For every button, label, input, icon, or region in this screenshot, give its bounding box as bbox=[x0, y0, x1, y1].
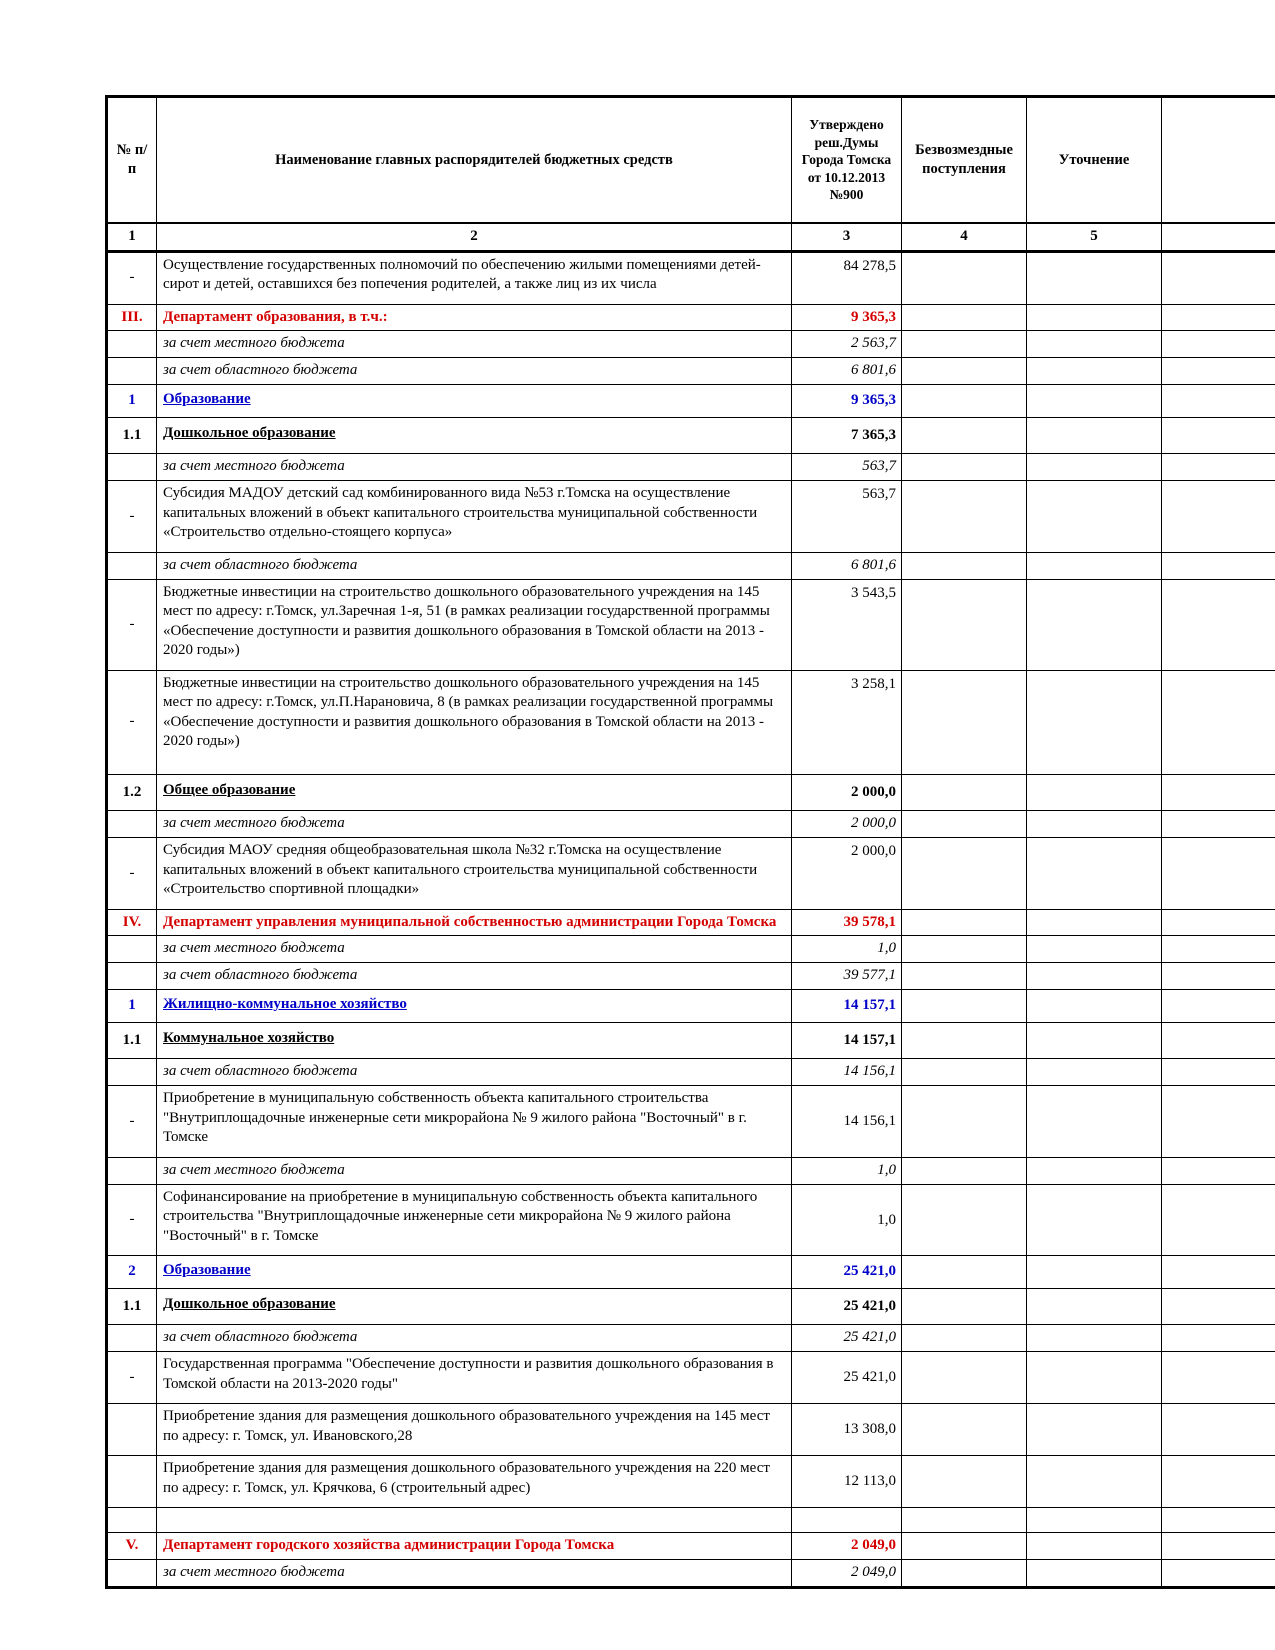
row-extra-cell bbox=[1162, 1508, 1275, 1533]
table-row bbox=[107, 331, 1275, 358]
col-header-number: № п/п bbox=[107, 97, 157, 224]
col-index-5: 5 bbox=[1027, 223, 1162, 251]
table-row bbox=[107, 1059, 1275, 1086]
row-number-cell bbox=[107, 936, 157, 963]
row-approved-cell: 1,0 bbox=[792, 1157, 902, 1184]
row-gratuitous-cell bbox=[902, 1022, 1027, 1059]
row-name-cell: Департамент образования, в т.ч.: bbox=[157, 304, 792, 331]
row-extra-cell bbox=[1162, 838, 1275, 910]
row-gratuitous-cell bbox=[902, 481, 1027, 553]
row-name-cell: Департамент городского хозяйства администрации Города Томска bbox=[157, 1533, 792, 1560]
col-index-2: 2 bbox=[157, 223, 792, 251]
row-approved-cell: 2 563,7 bbox=[792, 331, 902, 358]
row-extra-cell bbox=[1162, 1559, 1275, 1587]
row-number-cell bbox=[107, 1404, 157, 1456]
row-number-cell: 1.1 bbox=[107, 1022, 157, 1059]
row-name-cell: за счет местного бюджета bbox=[157, 454, 792, 481]
row-clarification-cell bbox=[1027, 936, 1162, 963]
row-gratuitous-cell bbox=[902, 1533, 1027, 1560]
row-approved-cell: 563,7 bbox=[792, 454, 902, 481]
row-number-cell bbox=[107, 1456, 157, 1508]
row-name-cell: за счет местного бюджета bbox=[157, 1157, 792, 1184]
row-approved-cell: 9 365,3 bbox=[792, 304, 902, 331]
row-extra-cell bbox=[1162, 1456, 1275, 1508]
row-clarification-cell bbox=[1027, 1157, 1162, 1184]
col-index-3: 3 bbox=[792, 223, 902, 251]
col-index-1: 1 bbox=[107, 223, 157, 251]
header-row bbox=[107, 97, 1275, 224]
table-row bbox=[107, 1256, 1275, 1289]
row-number-cell: 1.1 bbox=[107, 1288, 157, 1325]
row-gratuitous-cell bbox=[902, 385, 1027, 418]
row-number-cell bbox=[107, 552, 157, 579]
row-clarification-cell bbox=[1027, 1533, 1162, 1560]
row-approved-cell: 7 365,3 bbox=[792, 417, 902, 454]
row-name-cell: за счет местного бюджета bbox=[157, 1559, 792, 1587]
row-gratuitous-cell bbox=[902, 1352, 1027, 1404]
table-row bbox=[107, 1022, 1275, 1059]
row-approved-cell: 6 801,6 bbox=[792, 358, 902, 385]
row-extra-cell bbox=[1162, 936, 1275, 963]
table-row bbox=[107, 670, 1275, 774]
row-clarification-cell bbox=[1027, 838, 1162, 910]
row-extra-cell bbox=[1162, 454, 1275, 481]
row-extra-cell bbox=[1162, 331, 1275, 358]
table-row bbox=[107, 1404, 1275, 1456]
row-name-cell: Субсидия МАДОУ детский сад комбинированного вида №53 г.Томска на осуществление капитальных вложений в объект капитального строительства муниципальной собственности «Строительство отдельно-стоящего корпуса» bbox=[157, 481, 792, 553]
table-row bbox=[107, 358, 1275, 385]
row-approved-cell: 2 049,0 bbox=[792, 1559, 902, 1587]
row-number-cell: 1.2 bbox=[107, 774, 157, 811]
table-row bbox=[107, 385, 1275, 418]
row-number-cell bbox=[107, 1559, 157, 1587]
table-row bbox=[107, 1184, 1275, 1256]
row-clarification-cell bbox=[1027, 1508, 1162, 1533]
row-name-cell: Софинансирование на приобретение в муниципальную собственность объекта капитального строительства "Внутриплощадочные инженерные сети микрорайона № 9 жилого района "Восточный" в г. Томске bbox=[157, 1184, 792, 1256]
row-clarification-cell bbox=[1027, 1352, 1162, 1404]
row-gratuitous-cell bbox=[902, 1325, 1027, 1352]
row-number-cell: - bbox=[107, 670, 157, 774]
row-extra-cell bbox=[1162, 1325, 1275, 1352]
row-extra-cell bbox=[1162, 1288, 1275, 1325]
row-gratuitous-cell bbox=[902, 454, 1027, 481]
row-approved-cell: 2 000,0 bbox=[792, 838, 902, 910]
row-clarification-cell bbox=[1027, 1256, 1162, 1289]
col-header-extra bbox=[1162, 97, 1275, 224]
row-clarification-cell bbox=[1027, 909, 1162, 936]
row-extra-cell bbox=[1162, 1086, 1275, 1158]
row-number-cell bbox=[107, 331, 157, 358]
row-name-cell: за счет местного бюджета bbox=[157, 936, 792, 963]
row-extra-cell bbox=[1162, 251, 1275, 304]
table-row bbox=[107, 990, 1275, 1023]
table-row bbox=[107, 454, 1275, 481]
row-name-cell: Жилищно-коммунальное хозяйство bbox=[157, 990, 792, 1023]
row-gratuitous-cell bbox=[902, 774, 1027, 811]
table-row bbox=[107, 838, 1275, 910]
row-name-cell: Бюджетные инвестиции на строительство дошкольного образовательного учреждения на 145 мест по адресу: г.Томск, ул.П.Нарановича, 8 (в рамках реализации государственной программы «Обеспечение доступности и развития дошкольного образования в Томской области на 2013 - 2020 годы») bbox=[157, 670, 792, 774]
row-approved-cell: 2 000,0 bbox=[792, 811, 902, 838]
row-number-cell: - bbox=[107, 1352, 157, 1404]
row-approved-cell: 1,0 bbox=[792, 936, 902, 963]
table-row bbox=[107, 552, 1275, 579]
row-number-cell bbox=[107, 454, 157, 481]
row-approved-cell: 39 577,1 bbox=[792, 963, 902, 990]
row-clarification-cell bbox=[1027, 331, 1162, 358]
table-row bbox=[107, 909, 1275, 936]
row-number-cell: III. bbox=[107, 304, 157, 331]
row-name-cell: Образование bbox=[157, 385, 792, 418]
table-row bbox=[107, 1508, 1275, 1533]
row-approved-cell: 2 000,0 bbox=[792, 774, 902, 811]
row-name-cell: за счет областного бюджета bbox=[157, 358, 792, 385]
row-extra-cell bbox=[1162, 1352, 1275, 1404]
row-number-cell: 1 bbox=[107, 990, 157, 1023]
row-number-cell bbox=[107, 811, 157, 838]
row-name-cell: Осуществление государственных полномочий по обеспечению жилыми помещениями детей-сирот и детей, оставшихся без попечения родителей, а также лиц из их числа bbox=[157, 251, 792, 304]
row-gratuitous-cell bbox=[902, 552, 1027, 579]
budget-table bbox=[105, 95, 1275, 1589]
row-number-cell bbox=[107, 1325, 157, 1352]
row-gratuitous-cell bbox=[902, 251, 1027, 304]
row-approved-cell: 563,7 bbox=[792, 481, 902, 553]
table-row bbox=[107, 811, 1275, 838]
row-gratuitous-cell bbox=[902, 936, 1027, 963]
row-clarification-cell bbox=[1027, 670, 1162, 774]
row-number-cell bbox=[107, 1059, 157, 1086]
row-gratuitous-cell bbox=[902, 1086, 1027, 1158]
row-number-cell: - bbox=[107, 838, 157, 910]
row-name-cell: Департамент управления муниципальной собственностью администрации Города Томска bbox=[157, 909, 792, 936]
row-extra-cell bbox=[1162, 1157, 1275, 1184]
row-extra-cell bbox=[1162, 670, 1275, 774]
table-row bbox=[107, 1352, 1275, 1404]
col-header-clarification: Уточнение bbox=[1027, 97, 1162, 224]
row-clarification-cell bbox=[1027, 1325, 1162, 1352]
row-gratuitous-cell bbox=[902, 1059, 1027, 1086]
row-clarification-cell bbox=[1027, 963, 1162, 990]
row-clarification-cell bbox=[1027, 1184, 1162, 1256]
table-row bbox=[107, 481, 1275, 553]
row-gratuitous-cell bbox=[902, 1508, 1027, 1533]
row-extra-cell bbox=[1162, 1404, 1275, 1456]
row-clarification-cell bbox=[1027, 251, 1162, 304]
row-name-cell: Приобретение в муниципальную собственность объекта капитального строительства "Внутриплощадочные инженерные сети микрорайона № 9 жилого района "Восточный" в г. Томске bbox=[157, 1086, 792, 1158]
row-clarification-cell bbox=[1027, 1086, 1162, 1158]
row-gratuitous-cell bbox=[902, 811, 1027, 838]
row-extra-cell bbox=[1162, 1256, 1275, 1289]
row-clarification-cell bbox=[1027, 579, 1162, 670]
row-gratuitous-cell bbox=[902, 417, 1027, 454]
row-gratuitous-cell bbox=[902, 1288, 1027, 1325]
row-extra-cell bbox=[1162, 579, 1275, 670]
table-row bbox=[107, 1533, 1275, 1560]
row-clarification-cell bbox=[1027, 1059, 1162, 1086]
row-name-cell: за счет областного бюджета bbox=[157, 552, 792, 579]
row-extra-cell bbox=[1162, 358, 1275, 385]
row-number-cell: 1 bbox=[107, 385, 157, 418]
row-number-cell: - bbox=[107, 1184, 157, 1256]
row-extra-cell bbox=[1162, 552, 1275, 579]
row-approved-cell: 84 278,5 bbox=[792, 251, 902, 304]
row-approved-cell: 12 113,0 bbox=[792, 1456, 902, 1508]
row-clarification-cell bbox=[1027, 990, 1162, 1023]
row-approved-cell: 2 049,0 bbox=[792, 1533, 902, 1560]
row-clarification-cell bbox=[1027, 811, 1162, 838]
row-name-cell: Образование bbox=[157, 1256, 792, 1289]
row-name-cell: за счет местного бюджета bbox=[157, 331, 792, 358]
table-body bbox=[107, 251, 1275, 1587]
row-gratuitous-cell bbox=[902, 304, 1027, 331]
column-index-row bbox=[107, 223, 1275, 251]
row-name-cell: Государственная программа "Обеспечение доступности и развития дошкольного образования в Томской области на 2013-2020 годы" bbox=[157, 1352, 792, 1404]
row-gratuitous-cell bbox=[902, 331, 1027, 358]
row-extra-cell bbox=[1162, 304, 1275, 331]
row-number-cell bbox=[107, 1508, 157, 1533]
row-number-cell: V. bbox=[107, 1533, 157, 1560]
row-extra-cell bbox=[1162, 811, 1275, 838]
row-approved-cell: 25 421,0 bbox=[792, 1352, 902, 1404]
row-name-cell: Субсидия МАОУ средняя общеобразовательная школа №32 г.Томска на осуществление капитальных вложений в объект капитального строительства муниципальной собственности «Строительство спортивной площадки» bbox=[157, 838, 792, 910]
row-gratuitous-cell bbox=[902, 990, 1027, 1023]
row-approved-cell: 6 801,6 bbox=[792, 552, 902, 579]
row-clarification-cell bbox=[1027, 358, 1162, 385]
row-extra-cell bbox=[1162, 1184, 1275, 1256]
row-clarification-cell bbox=[1027, 1022, 1162, 1059]
row-number-cell: 2 bbox=[107, 1256, 157, 1289]
row-gratuitous-cell bbox=[902, 963, 1027, 990]
row-clarification-cell bbox=[1027, 1404, 1162, 1456]
col-header-approved: Утверждено реш.Думы Города Томска от 10.12.2013 №900 bbox=[792, 97, 902, 224]
table-row bbox=[107, 304, 1275, 331]
row-approved-cell: 3 258,1 bbox=[792, 670, 902, 774]
row-approved-cell: 14 156,1 bbox=[792, 1086, 902, 1158]
table-row bbox=[107, 1325, 1275, 1352]
row-clarification-cell bbox=[1027, 1288, 1162, 1325]
table-row bbox=[107, 1157, 1275, 1184]
row-number-cell bbox=[107, 1157, 157, 1184]
row-approved-cell: 14 157,1 bbox=[792, 990, 902, 1023]
row-approved-cell: 39 578,1 bbox=[792, 909, 902, 936]
table-row bbox=[107, 1456, 1275, 1508]
row-gratuitous-cell bbox=[902, 1256, 1027, 1289]
row-extra-cell bbox=[1162, 1022, 1275, 1059]
row-clarification-cell bbox=[1027, 304, 1162, 331]
table-row bbox=[107, 1559, 1275, 1587]
row-extra-cell bbox=[1162, 481, 1275, 553]
row-name-cell: за счет областного бюджета bbox=[157, 1325, 792, 1352]
row-name-cell: Общее образование bbox=[157, 774, 792, 811]
row-name-cell: Дошкольное образование bbox=[157, 417, 792, 454]
row-gratuitous-cell bbox=[902, 1559, 1027, 1587]
row-extra-cell bbox=[1162, 909, 1275, 936]
row-name-cell: Приобретение здания для размещения дошкольного образовательного учреждения на 220 мест по адресу: г. Томск, ул. Крячкова, 6 (строительный адрес) bbox=[157, 1456, 792, 1508]
row-clarification-cell bbox=[1027, 774, 1162, 811]
row-approved-cell: 1,0 bbox=[792, 1184, 902, 1256]
table-row bbox=[107, 963, 1275, 990]
row-name-cell: за счет областного бюджета bbox=[157, 963, 792, 990]
row-approved-cell: 14 157,1 bbox=[792, 1022, 902, 1059]
row-gratuitous-cell bbox=[902, 1456, 1027, 1508]
row-number-cell: - bbox=[107, 1086, 157, 1158]
row-clarification-cell bbox=[1027, 481, 1162, 553]
col-header-gratuitous: Безвозмездные поступления bbox=[902, 97, 1027, 224]
row-extra-cell bbox=[1162, 385, 1275, 418]
row-number-cell: IV. bbox=[107, 909, 157, 936]
table-row bbox=[107, 579, 1275, 670]
row-clarification-cell bbox=[1027, 1456, 1162, 1508]
row-extra-cell bbox=[1162, 417, 1275, 454]
row-number-cell bbox=[107, 963, 157, 990]
row-approved-cell: 25 421,0 bbox=[792, 1288, 902, 1325]
row-clarification-cell bbox=[1027, 552, 1162, 579]
row-gratuitous-cell bbox=[902, 579, 1027, 670]
table-row bbox=[107, 774, 1275, 811]
row-name-cell: за счет местного бюджета bbox=[157, 811, 792, 838]
row-approved-cell: 14 156,1 bbox=[792, 1059, 902, 1086]
row-gratuitous-cell bbox=[902, 358, 1027, 385]
row-clarification-cell bbox=[1027, 1559, 1162, 1587]
row-number-cell: 1.1 bbox=[107, 417, 157, 454]
row-extra-cell bbox=[1162, 774, 1275, 811]
row-gratuitous-cell bbox=[902, 1157, 1027, 1184]
row-name-cell: за счет областного бюджета bbox=[157, 1059, 792, 1086]
table-row bbox=[107, 251, 1275, 304]
row-name-cell: Приобретение здания для размещения дошкольного образовательного учреждения на 145 мест по адресу: г. Томск, ул. Ивановского,28 bbox=[157, 1404, 792, 1456]
table-row bbox=[107, 1288, 1275, 1325]
table-header bbox=[107, 97, 1275, 252]
row-approved-cell: 9 365,3 bbox=[792, 385, 902, 418]
budget-table-sheet bbox=[105, 95, 1275, 1589]
row-name-cell: Дошкольное образование bbox=[157, 1288, 792, 1325]
row-extra-cell bbox=[1162, 990, 1275, 1023]
table-row bbox=[107, 1086, 1275, 1158]
row-gratuitous-cell bbox=[902, 909, 1027, 936]
row-extra-cell bbox=[1162, 1533, 1275, 1560]
table-row bbox=[107, 417, 1275, 454]
row-gratuitous-cell bbox=[902, 670, 1027, 774]
row-approved-cell: 25 421,0 bbox=[792, 1325, 902, 1352]
row-clarification-cell bbox=[1027, 454, 1162, 481]
col-header-name: Наименование главных распорядителей бюджетных средств bbox=[157, 97, 792, 224]
row-name-cell bbox=[157, 1508, 792, 1533]
table-row bbox=[107, 936, 1275, 963]
col-index-6 bbox=[1162, 223, 1275, 251]
row-extra-cell bbox=[1162, 1059, 1275, 1086]
row-gratuitous-cell bbox=[902, 1184, 1027, 1256]
row-clarification-cell bbox=[1027, 385, 1162, 418]
row-name-cell: Коммунальное хозяйство bbox=[157, 1022, 792, 1059]
row-approved-cell: 13 308,0 bbox=[792, 1404, 902, 1456]
row-approved-cell: 3 543,5 bbox=[792, 579, 902, 670]
row-clarification-cell bbox=[1027, 417, 1162, 454]
row-number-cell: - bbox=[107, 579, 157, 670]
row-approved-cell: 25 421,0 bbox=[792, 1256, 902, 1289]
row-number-cell bbox=[107, 358, 157, 385]
row-name-cell: Бюджетные инвестиции на строительство дошкольного образовательного учреждения на 145 мест по адресу: г.Томск, ул.Заречная 1-я, 51 (в рамках реализации государственной программы «Обеспечение доступности и развития дошкольного образования в Томской области на 2013 - 2020 годы») bbox=[157, 579, 792, 670]
col-index-4: 4 bbox=[902, 223, 1027, 251]
row-gratuitous-cell bbox=[902, 1404, 1027, 1456]
row-extra-cell bbox=[1162, 963, 1275, 990]
row-approved-cell bbox=[792, 1508, 902, 1533]
row-number-cell: - bbox=[107, 251, 157, 304]
row-gratuitous-cell bbox=[902, 838, 1027, 910]
row-number-cell: - bbox=[107, 481, 157, 553]
